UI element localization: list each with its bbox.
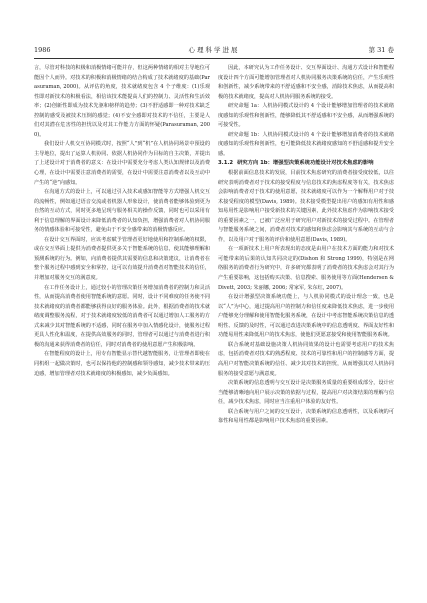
header-rule bbox=[34, 58, 394, 59]
paragraph: 在一项新技术上用户所表现出的态度是由用户在技术方面的能力和对技术可能带来的后果的认知共同决定的(Dishon 和 Strong 1999)，特别是在网络服务的消费者行为研究中，许多研究都表明了消费者的技术焦虑会对其行为产生重要影响，这包括购买决策、信息搜索、服务使用等方面(Hendersen & Divett, 2003; 朱丽娜, 2006; 常家军, 朱东红, 2007)。 bbox=[218, 246, 394, 291]
paragraph: 研究命题 1a：人机协同模式设计的 4 个设计能够增加管理者的技术就绪度感知的乐观性和创新性，能够降低其不舒适感和不安全感，从而增强系统的可接受性。 bbox=[218, 103, 394, 129]
volume-label: 第 31 卷 bbox=[368, 46, 394, 54]
section-title: 研究方向 1b：增强型决策系统功能设计对技术焦虑的影响 bbox=[237, 160, 374, 167]
section-number: 3.1.2 bbox=[218, 160, 234, 167]
paragraph: 因此，本研究认为工作任务设计、交互界面设计、沟通方式设计和智能程度设计四个方面可能增加管理者对人机协同服务决策系统的信任，产生乐观性和创新性，减少系统带来的不舒适感和不安全感，消除技术焦虑，从而提高积极的技术就绪度，提高对人机协同服务系统的接受。 bbox=[218, 65, 394, 100]
paragraph: 联合系统与用户之间的交互设计，决策系统的信息透明性，以及系统的可靠性和易用性都是影响用户技术焦虑的重要因素。 bbox=[218, 408, 394, 425]
left-column bbox=[34, 64, 210, 379]
page-header bbox=[34, 43, 394, 57]
journal-title: 心理科学进展 bbox=[188, 46, 240, 54]
paragraph: 在设计交互界面时，应该考虑赋予管理者更好地使用和控制系统的权限，或在交互界面上提供为消费者提供更多关于智能系统的信息，使其能够理解和预测系统的行为。例如，向消费者提供其需要的信息和决策建议，让消费者在整个服务过程中感到安全和掌控，这可以有效提升消费者对智能技术的信任，并增加对服务交互的满意度。 bbox=[34, 236, 210, 282]
paragraph: 决策系统的信息透明与交互设计是决策服务质量的重要组成部分，设计应当能够清晰地向用户展示决策的依据与过程，提高用户对决策结果的理解与信任，减少技术焦虑，同时应当注重用户体验的友好性。 bbox=[218, 380, 394, 406]
paragraph: 言，尽管对科技的积极和消极情绪可能并存，但这两种情绪的相对主导地位可能因个人而异。对技术的积极和消极情绪的结合构成了技术就绪度的基础(Parasuraman, 2000)。从评估的角度，技术就绪度包含 4 个子维度：(1)乐观性即对新技术的积极看法，相信该技术能提高人们的控制力、灵活性和生活效率；(2)创新性即成为技术先驱和榜样的趋势；(3)不舒适感即一种对技术缺乏控制的感受及被技术压倒的感觉；(4)不安全感即对技术的不信任，主要是人们对其潜在危害性的担忧以及对其工作能力方面的怀疑(Parasuraman, 2000)。 bbox=[34, 65, 210, 138]
paragraph: 在沟通方式的设计上，可以通过引入技术或感知智能等方式增强人机交互的流畅性，例如通过语音交流或者机器人形象设计，使消费者能够体验到更为自然的互动方式，同时更多地呈现与服务相关的操作反馈，同时也可以采用有利于信息理解的界面设计来降低消费者的认知负担，增强消费者对人机协同服务的情感体验和可接受性，避免由于不安全感带来的消极情感反应。 bbox=[34, 189, 210, 234]
paragraph: 我们设计人机交互协同模式时，按照“人”到“机”在人机协同场景中预设的主导地位，提出了运算人机协同、依据人机协同作为目标的自主决策，并提出了上述设计对于消费者的意义：在设计中需要充分考虑人类认知规律以及消费心理，在设计中需要注意消费者的需要，在设计中需要注意消费者以及互动中产生的“逆”向感知。 bbox=[34, 141, 210, 186]
paragraph: 在设计增强型决策系统功能上，与人机协同模式的设计理念一致，也是以“人”为中心，通过提高用户的控制力和信任度来降低技术焦虑，进一步使用户能够充分理解和使用智能化服务系统，在设计中考虑智能系统决策信息的透明性、反馈的及时性，可以通过改进决策系统中的信息透明度、界面友好性和功能易用性来降低用户的技术焦虑，使他们更愿意接受和使用智能服务系统。 bbox=[218, 294, 394, 339]
page-number: 1986 bbox=[34, 46, 51, 54]
section-heading bbox=[218, 159, 394, 169]
paragraph: 在智能程度的设计上，用专有智能显示替代越智能服务，让管理者即使在同机组一起做决策时，也可以保持他的控制感和领导感知，减少技术带来的压迫感，增加管理者对技术就绪度的积极感知，减少负面感知。 bbox=[34, 351, 210, 377]
right-column bbox=[218, 64, 394, 427]
paragraph: 在工作任务设计上，通过较小的管理决策任务增加消费者的控制力和灵活性，从而提高消费者使用智能系统的意愿。同时，设计不同难度的任务使不同技术就绪度的消费者都能够获得良好的服务体验。此外，根据消费者的技术就绪度调整服务流程，对于技术就绪度较低的消费者可以通过增加人工服务的方式来减少其对智能系统的不适感，同时在服务中加入情感化设计，使服务过程更具人性化和温度，在提供高效服务的同时，管理者可以通过与消费者进行积极的沟通来获得消费者的信任，同时对消费者的使用意愿产生积极影响。 bbox=[34, 284, 210, 348]
paragraph: 研究命题 1b：人机协同模式设计的 4 个设计能够增加消费者的技术就绪度感知的乐观性和创新性，也可能降低技术就绪度感知的不舒适感和提升安全感。 bbox=[218, 131, 394, 157]
paragraph: 联合系统对基础设施决策人机协同效果的设计也需要考虑用户的技术焦虑，包括消费者对技术的熟悉程度、技术的可靠性和用户的控制感等方面，提高用户对智能决策系统的信任、减少其对技术的担忧，从而增强其对人机协同服务的接受意愿与满意度。 bbox=[218, 341, 394, 377]
paragraph: 根据前面信息技术的发展，目前技术焦虑研究的消费者接受度较低，以往研究表明消费者对于技术的接受程度与信息技术的焦虑程度等有关，技术焦虑会影响消费者对于技术的使用意愿，技术就绪度可以作为一个解释用户对于技术接受程度的模型(Davis, 1989)。技术接受模型提出用户的感知有用性和感知易用性是影响用户接受新技术的关键因素，此外技术焦虑作为影响技术接受的重要因素之一，已被广泛应用于研究用户对新技术的接受过程中。在管理者与智能服务系统之间，消费者对技术的感知和焦虑会影响其与系统的互动与合作，以及用户对于服务的评价和使用意愿(Davis, 1989)。 bbox=[218, 170, 394, 243]
